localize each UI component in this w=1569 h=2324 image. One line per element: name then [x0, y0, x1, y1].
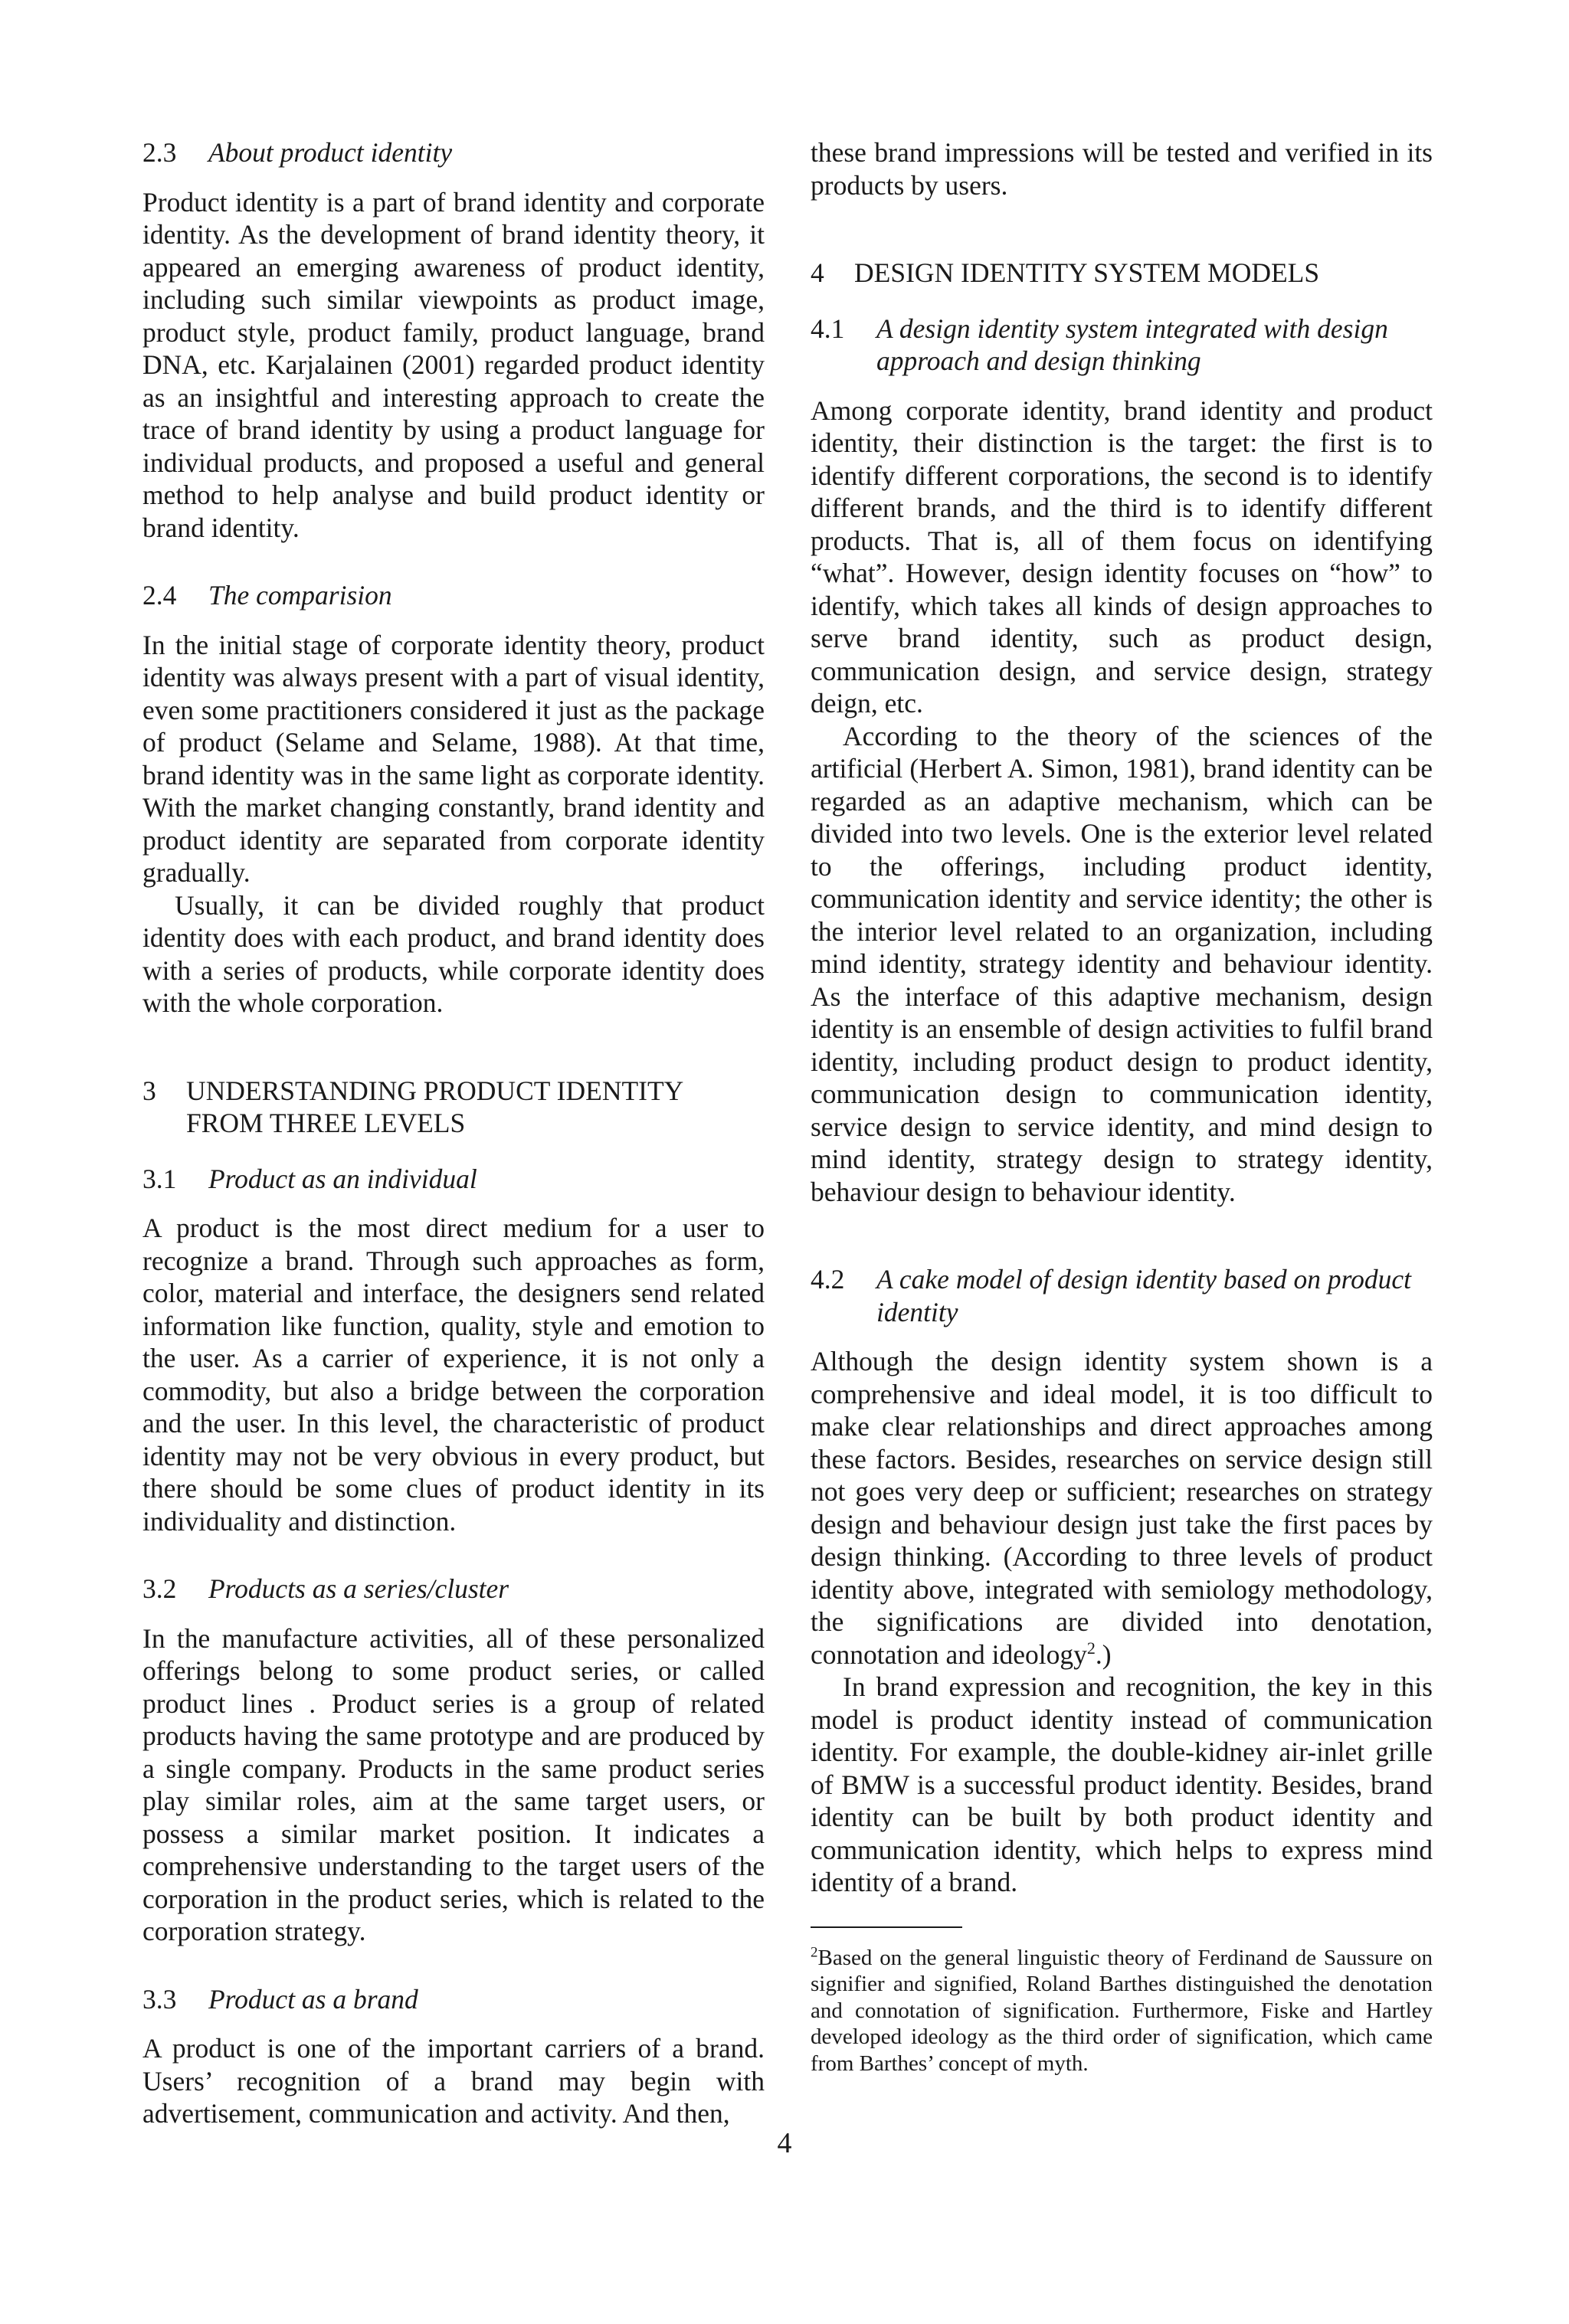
section-title: Product as a brand [208, 1983, 418, 2015]
section-number: 3.2 [142, 1573, 177, 1604]
section-title: The comparision [208, 580, 392, 610]
section-number: 3.3 [142, 1983, 177, 2015]
section-number: 4.2 [811, 1264, 845, 1295]
paragraph: In brand expression and recognition, the key in this model is product identity instead of communication identity. For example, the double-kidney air-inlet grille of BMW is a successful product identity. Besides, brand identity can be built by both product identity and communication identity, which helps to express mind identity of a brand. [811, 1671, 1433, 1897]
section-heading-3-2 [142, 1573, 765, 1606]
paragraph: In the initial stage of corporate identity theory, product identity was always present with a part of visual identity, even some practitioners considered it just as the package of product (Selame and Selame, 1988). At that time, brand identity was in the same light as corporate identity. With the market changing constantly, brand identity and product identity are separated from corporate identity gradually. [142, 629, 765, 888]
section-heading-3 [142, 1075, 765, 1140]
paragraph: A product is one of the important carriers of a brand. Users’ recognition of a brand may begin with advertisement, communication and activity. And then, [142, 2033, 765, 2129]
paragraph: A product is the most direct medium for a user to recognize a brand. Through such approaches as form, color, material and interface, the designers send related information like function, quality, style and emotion to the user. As a carrier of experience, it is not only a commodity, but also a bridge between the corporation and the user. In this level, the characteristic of product identity may not be very obvious in every product, but there should be some clues of product identity in its individuality and distinction. [142, 1213, 765, 1537]
footnote [811, 1945, 1433, 2077]
footnote-mark: 2 [811, 1943, 818, 1960]
section-heading-2-3 [142, 136, 765, 169]
right-column [811, 136, 1433, 2077]
paragraph: According to the theory of the sciences of the artificial (Herbert A. Simon, 1981), brand identity can be regarded as an adaptive mechanism, which can be divided into two levels. One is the exterior level related to the offerings, including product identity, communication identity and service identity; the other is the interior level related to an organization, including mind identity, strategy identity and behaviour identity. As the interface of this adaptive mechanism, design identity is an ensemble of design activities to fulfil brand identity, including product design to product identity, communication design to communication identity, service design to service identity, and mind design to mind identity, strategy design to strategy identity, behaviour design to behaviour identity. [811, 720, 1433, 1207]
paragraph: Usually, it can be divided roughly that product identity does with each product, and brand identity does with a series of products, while corporate identity does with the whole corporation. [142, 889, 765, 1018]
section-number: 3.1 [142, 1163, 177, 1194]
section-heading-2-4 [142, 579, 765, 612]
section-title: A design identity system integrated with design approach and design thinking [876, 313, 1388, 376]
section-number: 4.1 [811, 313, 845, 344]
section-number: 3 [142, 1075, 156, 1106]
section-heading-3-3 [142, 1983, 765, 2016]
paragraph [811, 1345, 1433, 1671]
footnote-text: Based on the general linguistic theory of Ferdinand de Saussure on signifier and signified, Roland Barthes distinguished the denotation and connotation of signification. Furthermore, Fiske and Hartley developed ideology as the third order of signification, which came from Barthes’ concept of myth. [811, 1945, 1433, 2076]
paragraph: In the manufacture activities, all of these personalized offerings belong to some product series, or called product lines . Product series is a group of related products having the same prototype and are produced by a single company. Products in the same product series play similar roles, aim at the same target users, or possess a similar market position. It indicates a comprehensive understanding to the target users of the corporation in the product series, which is related to the corporation strategy. [142, 1622, 765, 1946]
section-number: 2.3 [142, 137, 177, 168]
paragraph: Among corporate identity, brand identity and product identity, their distinction is the target: the first is to identify different corporations, the second is to identify different brands, and the third is to identify different products. That is, all of them focus on identifying “what”. However, design identity focuses on “how” to identify, which takes all kinds of design approaches to serve brand identity, such as product design, communication design, and service design, strategy deign, etc. [811, 394, 1433, 718]
section-heading-4 [811, 257, 1433, 290]
footnote-divider [811, 1926, 962, 1928]
paragraph-continuation: these brand impressions will be tested and verified in its products by users. [811, 137, 1433, 201]
section-heading-4-2 [811, 1263, 1433, 1328]
paragraph-text: .) [1095, 1638, 1112, 1670]
section-title: DESIGN IDENTITY SYSTEM MODELS [854, 257, 1320, 288]
section-title: Products as a series/cluster [208, 1573, 509, 1604]
section-title: Product as an individual [208, 1163, 477, 1194]
paragraph-text: Although the design identity system shown is a comprehensive and ideal model, it is too difficult to make clear relationships and direct approaches among these factors. Besides, researches on service design still not goes very deep or sufficient; researches on strategy design and behaviour design just take the first paces by design thinking. (According to three levels of product identity above, integrated with semiology methodology, the significations are divided into denotation, connotation and ideology [811, 1346, 1433, 1670]
section-number: 2.4 [142, 580, 177, 610]
section-title: A cake model of design identity based on product identity [876, 1264, 1412, 1327]
left-column [142, 136, 765, 2130]
section-title: About product identity [208, 137, 453, 168]
footnote-reference[interactable]: 2 [1086, 1638, 1096, 1658]
section-number: 4 [811, 257, 824, 288]
section-heading-4-1 [811, 313, 1433, 378]
section-title: UNDERSTANDING PRODUCT IDENTITY FROM THREE LEVELS [186, 1075, 683, 1138]
section-heading-3-1 [142, 1163, 765, 1196]
paragraph: Product identity is a part of brand identity and corporate identity. As the development of brand identity theory, it appeared an emerging awareness of product identity, including such similar viewpoints as product image, product style, product family, product language, brand DNA, etc. Karjalainen (2001) regarded product identity as an insightful and interesting approach to create the trace of brand identity by using a product language for individual products, and proposed a useful and general method to help analyse and build product identity or brand identity. [142, 186, 765, 543]
page-number: 4 [777, 2127, 792, 2159]
